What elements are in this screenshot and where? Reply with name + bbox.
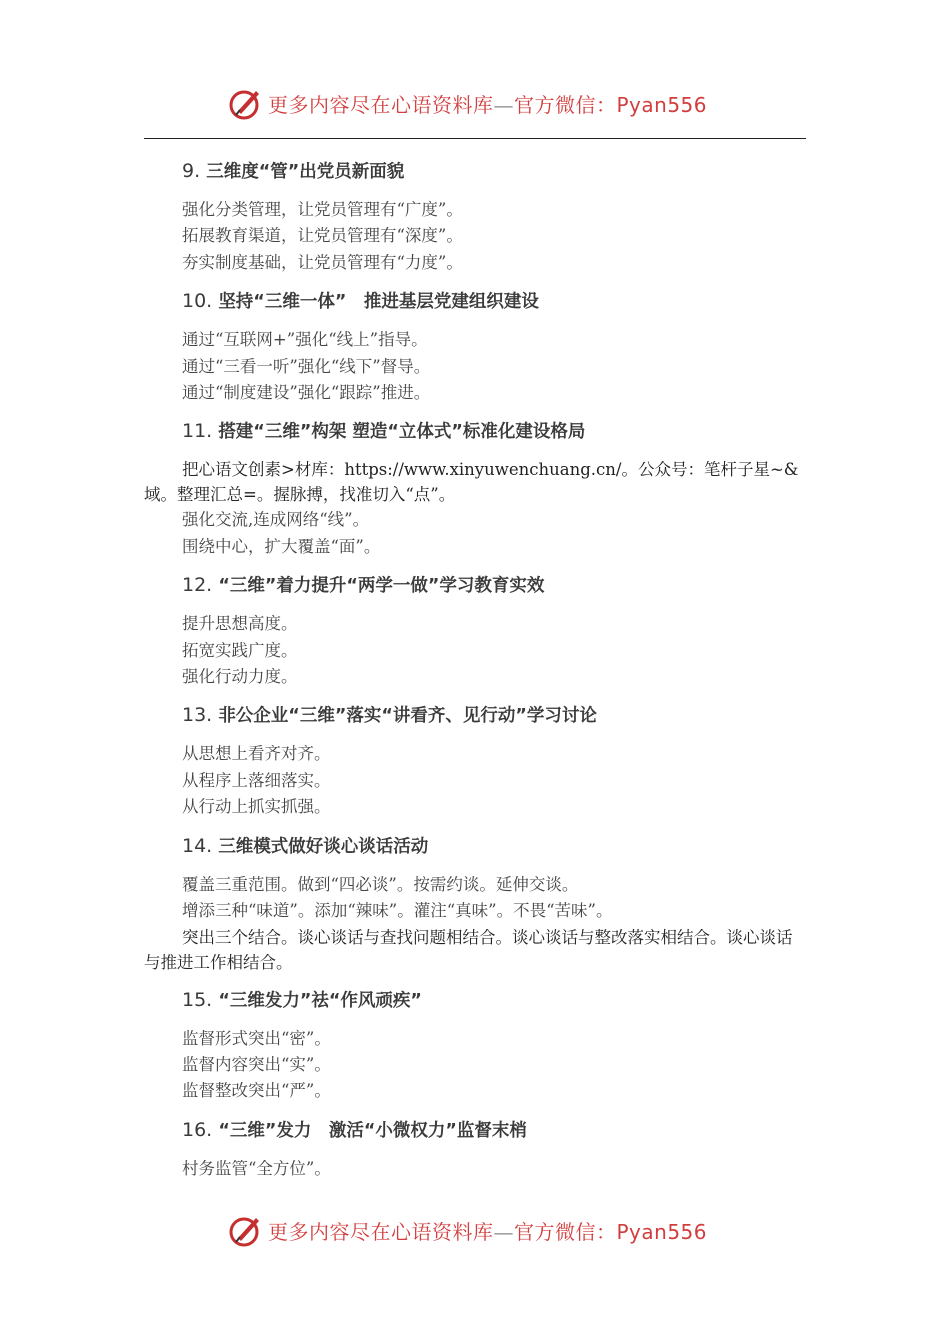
body-line: 从思想上看齐对齐。 xyxy=(182,744,331,764)
section-heading: 12. “三维”着力提升“两学一做”学习教育实效 xyxy=(182,574,545,597)
body-line: 通过“制度建设”强化“跟踪”推进。 xyxy=(182,383,431,403)
section-heading: 10. 坚持“三维一体” 推进基层党建组织建设 xyxy=(182,290,539,313)
section-heading: 16. “三维”发力 激活“小微权力”监督末梢 xyxy=(182,1118,527,1141)
body-paragraph: 突出三个结合。谈心谈话与查找问题相结合。谈心谈话与整改落实相结合。谈心谈话与推进工作相结合。 xyxy=(144,927,793,972)
section-heading: 15. “三维发力”祛“作风顽疾” xyxy=(182,988,422,1011)
section-10 xyxy=(144,282,806,406)
body-line: 村务监管“全方位”。 xyxy=(182,1158,331,1178)
quill-seal-logo-icon xyxy=(228,85,264,121)
section-11 xyxy=(144,412,806,560)
body-line: 通过“互联网+”强化“线上”指导。 xyxy=(182,330,428,350)
body-line: 监督整改突出“严”。 xyxy=(182,1081,331,1101)
body-line: 通过“三看一听”强化“线下”督导。 xyxy=(182,356,431,376)
body-line: 强化行动力度。 xyxy=(182,667,298,687)
body-paragraph: 把心语文创素>材库：https://www.xinyuwenchuang.cn/。公众号：笔杆子星~&域。整理汇总=。握脉搏，找准切入“点”。 xyxy=(144,460,799,505)
section-heading: 13. 非公企业“三维”落实“讲看齐、见行动”学习讨论 xyxy=(182,704,597,727)
header-banner xyxy=(0,83,950,123)
body-line: 从行动上抓实抓强。 xyxy=(182,797,331,817)
section-16 xyxy=(144,1111,806,1182)
banner-text: 更多内容尽在心语资料库—官方微信：Pyan556 xyxy=(268,92,708,117)
body-line: 从程序上落细落实。 xyxy=(182,770,331,790)
body-line: 拓宽实践广度。 xyxy=(182,640,298,660)
document-body xyxy=(144,152,806,1188)
body-line: 强化分类管理，让党员管理有“广度”。 xyxy=(182,200,463,219)
section-heading: 11. 搭建“三维”构架 塑造“立体式”标准化建设格局 xyxy=(182,420,586,443)
body-line: 提升思想高度。 xyxy=(182,614,298,634)
body-line: 强化交流,连成网络“线”。 xyxy=(182,510,370,530)
section-15 xyxy=(144,981,806,1105)
body-line: 监督内容突出“实”。 xyxy=(182,1054,331,1074)
body-line: 夯实制度基础，让党员管理有“力度”。 xyxy=(182,252,463,272)
header-divider xyxy=(144,138,806,139)
section-14 xyxy=(144,827,806,975)
section-9 xyxy=(144,152,806,276)
quill-seal-logo-icon xyxy=(228,1212,264,1248)
body-line: 拓展教育渠道，让党员管理有“深度”。 xyxy=(182,226,463,246)
section-12 xyxy=(144,566,806,690)
section-13 xyxy=(144,696,806,820)
footer-banner xyxy=(0,1210,950,1250)
section-heading: 9. 三维度“管”出党员新面貌 xyxy=(182,160,405,182)
body-line: 覆盖三重范围。做到“四必谈”。按需约谈。延伸交谈。 xyxy=(182,874,579,894)
body-line: 增添三种“味道”。添加“辣味”。灌注“真味”。不畏“苦味”。 xyxy=(182,901,613,921)
section-heading: 14. 三维模式做好谈心谈话活动 xyxy=(182,834,429,857)
body-line: 监督形式突出“密”。 xyxy=(182,1028,331,1048)
banner-text: 更多内容尽在心语资料库—官方微信：Pyan556 xyxy=(268,1219,708,1244)
body-line: 围绕中心，扩大覆盖“面”。 xyxy=(182,536,381,556)
